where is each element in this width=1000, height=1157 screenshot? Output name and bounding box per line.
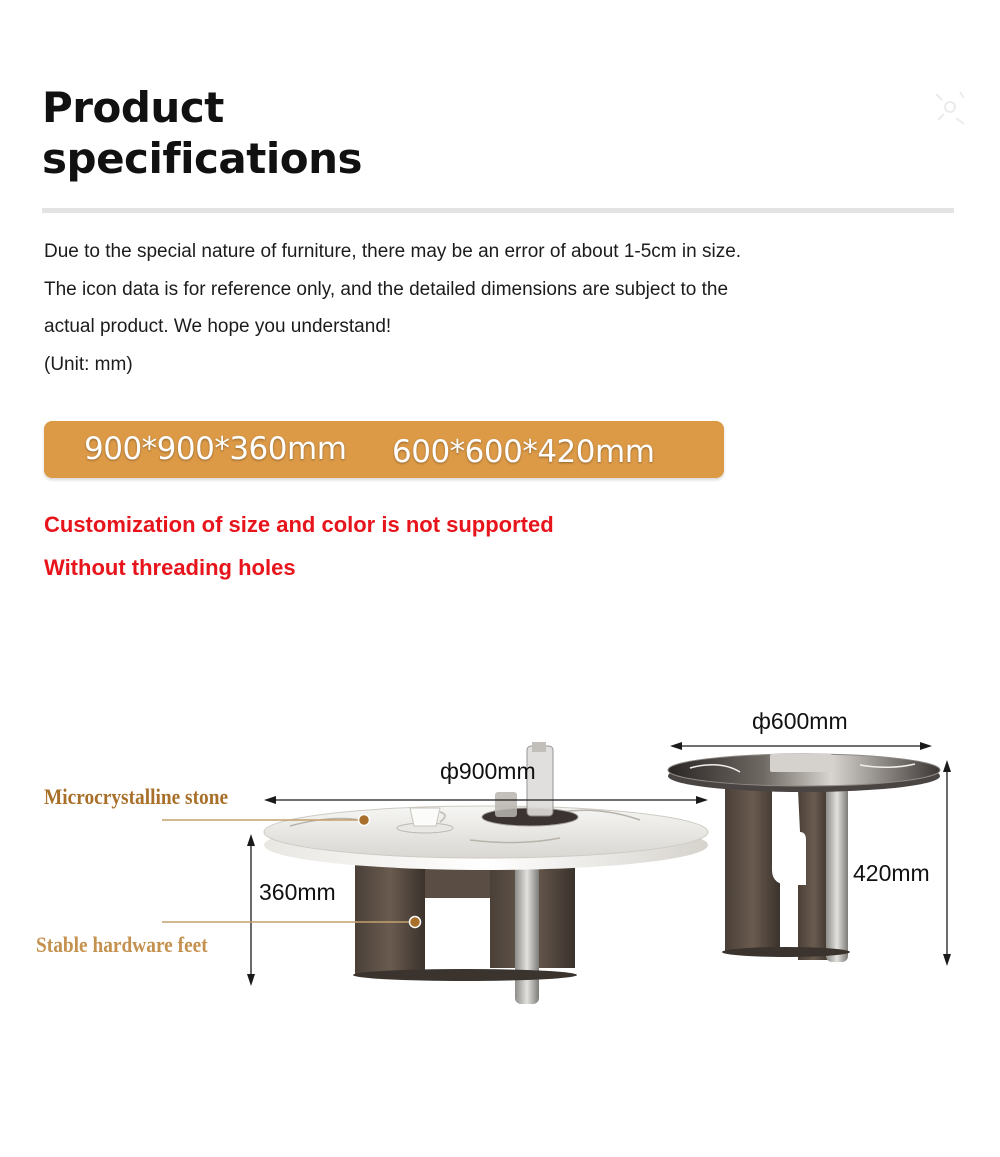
small-diameter-label: ф600mm [752, 708, 848, 734]
title-line-1: Product [42, 83, 224, 132]
large-diameter-label: ф900mm [440, 758, 536, 784]
unit-note: (Unit: mm) [44, 353, 133, 375]
intro-line: Due to the special nature of furniture, there may be an error of about 1-5cm in size. [44, 241, 742, 262]
intro-line: actual product. We hope you understand! [44, 316, 392, 337]
callout-hardware-feet: Stable hardware feet [36, 932, 208, 957]
notice-no-threading: Without threading holes [44, 555, 296, 580]
notice-no-customization: Customization of size and color is not supported [44, 512, 554, 537]
small-height-label: 420mm [853, 860, 930, 886]
size-large: 900*900*360mm [84, 431, 347, 467]
callout-microcrystalline-stone: Microcrystalline stone [44, 784, 229, 809]
title-line-2: specifications [42, 134, 362, 183]
small-table-drawing [668, 754, 940, 962]
intro-line: The icon data is for reference only, and the detailed dimensions are subject to the [44, 278, 729, 300]
size-small: 600*600*420mm [392, 434, 655, 470]
large-height-label: 360mm [259, 879, 336, 905]
